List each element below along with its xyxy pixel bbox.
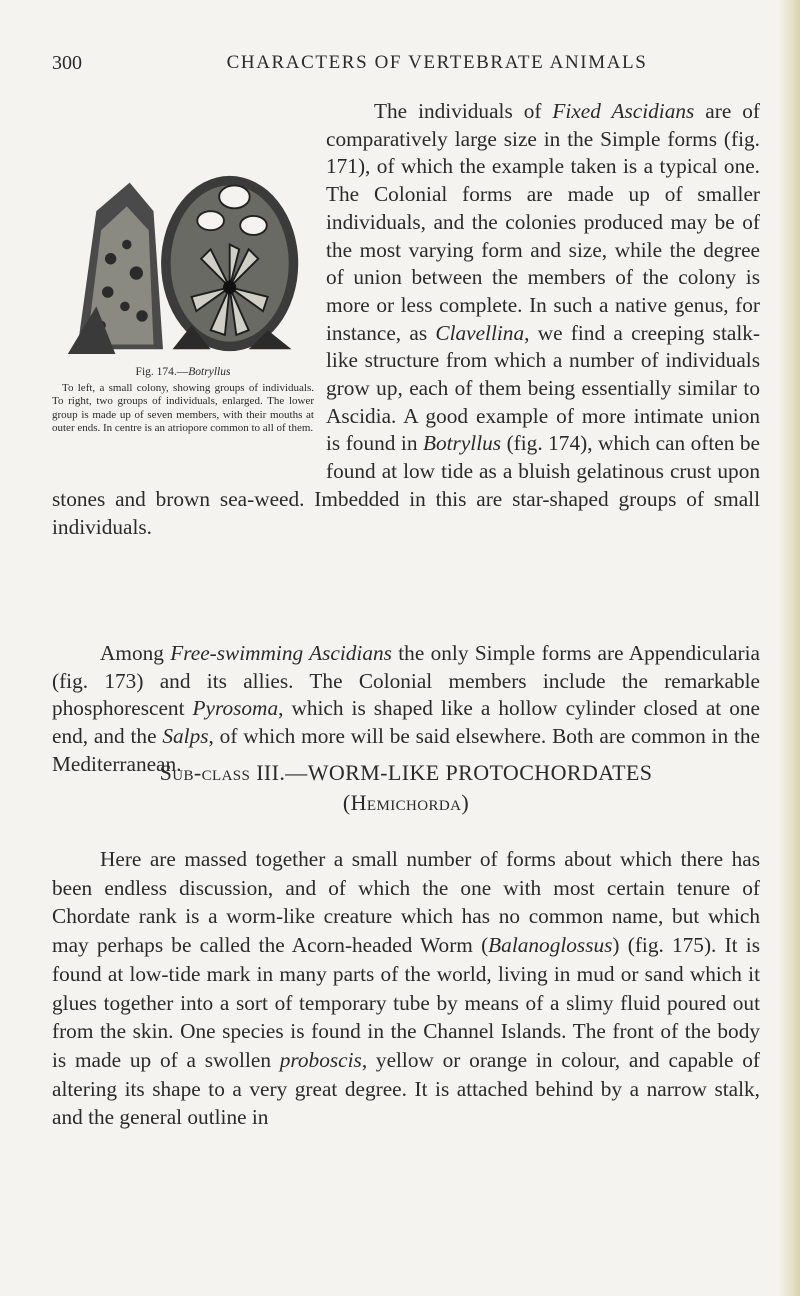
page-header — [52, 52, 752, 82]
figure-genus: Botryllus — [188, 366, 231, 378]
lower-text-block — [52, 845, 760, 1132]
text-run: The individuals of — [374, 99, 553, 123]
figure-title — [52, 365, 314, 379]
emphasis-balanoglossus: Balanoglossus — [488, 933, 613, 958]
emphasis-proboscis: proboscis — [279, 1047, 362, 1072]
section-heading — [52, 758, 760, 818]
text-run: Here are massed together a small number of forms about which there has been endless discussion, and of which the one with most certain tenure of Chordate rank is a worm-like creature which has no common name, but which may perhaps be called the Acorn-headed Worm ( — [52, 847, 760, 958]
text-run: the only Simple forms are Appendicularia (fig. 173) and its allies. The Colonial members include the remarkable phosphorescent — [52, 641, 760, 721]
emphasis-botryllus: Botryllus — [422, 431, 502, 456]
section-number: III.— — [250, 760, 308, 785]
section-prefix: Sub-class — [159, 760, 251, 785]
text-run: (fig. 174), which can often be found at low tide as a bluish gelatinous crust upon stones and brown sea-weed. Imbedded in this are star-shaped groups of small individuals. — [52, 431, 761, 539]
text-run: , yellow or orange in colour, and capable of altering its shape to a very great degree. It is attached behind by a narrow stalk, and the general outline in — [52, 1047, 760, 1130]
section-title: WORM-LIKE PROTOCHORDATES — [307, 760, 653, 785]
running-title: CHARACTERS OF VERTEBRATE ANIMALS — [226, 52, 648, 73]
text-run: , of which more will be said elsewhere. Both are common in the Mediterranean. — [52, 724, 760, 776]
paren-close: ) — [461, 790, 470, 815]
text-run: Among — [100, 641, 171, 665]
text-run: ) (fig. 175). It is found at low-tide mark in many parts of the world, living in mud or sand which it glues together into a sort of temporary tube by means of a slimy fluid poured out from the skin. One species is found in the Channel Islands. The front of the body is made up of a swollen — [52, 933, 760, 1072]
enlarged-groups-illustration — [161, 176, 298, 351]
text-run: , which is shaped like a hollow cylinder closed at one end, and the — [52, 696, 760, 749]
emphasis-salps: Salps — [162, 724, 209, 749]
page-edge — [778, 0, 800, 1296]
text-run: , we find a creeping stalk-like structure from which a number of individuals grow up, each of them being essentially similar to Ascidia. A good example of more intimate union is found in — [326, 320, 760, 456]
paren-open: ( — [342, 790, 351, 815]
paragraph-acorn-headed-worm — [52, 845, 760, 1132]
page-number: 300 — [52, 52, 82, 74]
figure-caption-block — [52, 363, 314, 436]
emphasis-free-swimming-ascidians: Free-swimming Ascidians — [170, 641, 392, 665]
figure-number: Fig. 174.— — [135, 366, 189, 378]
emphasis-fixed-ascidians: Fixed Ascidians — [552, 99, 695, 123]
emphasis-clavellina: Clavellina — [435, 320, 525, 345]
figure-caption: To left, a small colony, showing groups of individuals. To right, two groups of individuals, enlarged. The lower group is made up of seven members, with their mouths at outer ends. In centre is an atriopore common to all of them. — [52, 382, 314, 435]
emphasis-pyrosoma: Pyrosoma — [192, 696, 279, 721]
text-run: are of comparatively large size in the Simple forms (fig. 171), of which the example taken is a typical one. The Colonial forms are made up of smaller individuals, and the colonies produced may be of the most varying form and size, while the degree of union between the members of the colony is more or less complete. In such a native genus, for instance, as — [326, 99, 760, 345]
figure-botryllus — [52, 154, 314, 354]
subtitle-text: Hemichorda — [350, 790, 462, 815]
botryllus-illustration — [52, 154, 314, 354]
section-subtitle — [52, 788, 760, 818]
